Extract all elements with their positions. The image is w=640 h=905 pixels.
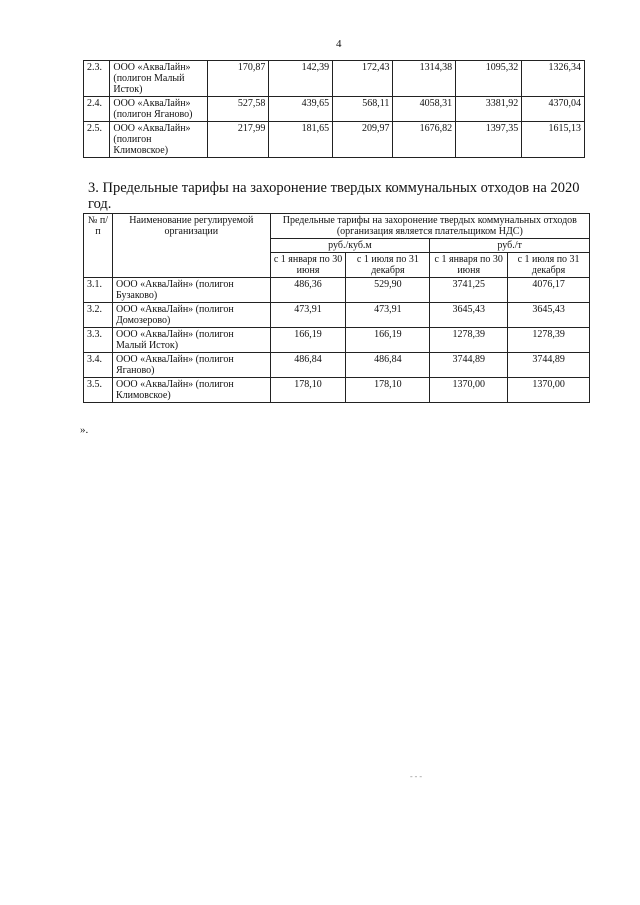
value-cell: 142,39	[269, 61, 333, 97]
closing-quote: ».	[80, 424, 89, 436]
value-cell: 1615,13	[522, 122, 585, 158]
organization-name: ООО «АкваЛайн» (полигон Бузаково)	[112, 278, 270, 303]
value-cell: 172,43	[333, 61, 393, 97]
value-cell: 473,91	[270, 303, 346, 328]
value-cell: 527,58	[208, 97, 269, 122]
value-cell: 166,19	[270, 328, 346, 353]
row-number: 2.4.	[84, 97, 110, 122]
header-period: с 1 января по 30 июня	[430, 253, 508, 278]
value-cell: 1370,00	[430, 378, 508, 403]
row-number: 2.3.	[84, 61, 110, 97]
organization-name: ООО «АкваЛайн» (полигон Климовское)	[112, 378, 270, 403]
value-cell: 209,97	[333, 122, 393, 158]
value-cell: 3744,89	[508, 353, 590, 378]
table-row	[84, 278, 590, 303]
value-cell: 166,19	[346, 328, 430, 353]
header-period: с 1 января по 30 июня	[270, 253, 346, 278]
table-row	[84, 378, 590, 403]
value-cell: 4076,17	[508, 278, 590, 303]
row-number: 3.5.	[84, 378, 113, 403]
value-cell: 181,65	[269, 122, 333, 158]
row-number: 3.2.	[84, 303, 113, 328]
value-cell: 178,10	[270, 378, 346, 403]
value-cell: 1326,34	[522, 61, 585, 97]
scan-speck: - - -	[410, 772, 422, 781]
header-number: № п/п	[84, 214, 113, 278]
tariff-table-continued	[83, 60, 585, 158]
header-unit-m3: руб./куб.м	[270, 239, 430, 253]
value-cell: 568,11	[333, 97, 393, 122]
row-number: 2.5.	[84, 122, 110, 158]
value-cell: 486,84	[270, 353, 346, 378]
page-number: 4	[336, 38, 342, 50]
section-heading: 3. Предельные тарифы на захоронение твердых коммунальных отходов на 2020 год.	[88, 180, 580, 212]
value-cell: 486,84	[346, 353, 430, 378]
value-cell: 4058,31	[393, 97, 456, 122]
value-cell: 1397,35	[456, 122, 522, 158]
organization-name: ООО «АкваЛайн» (полигон Малый Исток)	[110, 61, 208, 97]
table-header-row	[84, 214, 590, 239]
value-cell: 3381,92	[456, 97, 522, 122]
organization-name: ООО «АкваЛайн» (полигон Климовское)	[110, 122, 208, 158]
value-cell: 217,99	[208, 122, 269, 158]
organization-name: ООО «АкваЛайн» (полигон Яганово)	[112, 353, 270, 378]
value-cell: 486,36	[270, 278, 346, 303]
organization-name: ООО «АкваЛайн» (полигон Малый Исток)	[112, 328, 270, 353]
value-cell: 439,65	[269, 97, 333, 122]
table-row	[84, 353, 590, 378]
header-tariffs: Предельные тарифы на захоронение твердых коммунальных отходов (организация является плательщиком НДС)	[270, 214, 589, 239]
organization-name: ООО «АкваЛайн» (полигон Домозерово)	[112, 303, 270, 328]
header-organization: Наименование регулируемой организации	[112, 214, 270, 278]
value-cell: 1095,32	[456, 61, 522, 97]
organization-name: ООО «АкваЛайн» (полигон Яганово)	[110, 97, 208, 122]
row-number: 3.3.	[84, 328, 113, 353]
table-row	[84, 61, 585, 97]
table-row	[84, 303, 590, 328]
value-cell: 529,90	[346, 278, 430, 303]
value-cell: 3645,43	[508, 303, 590, 328]
tariff-table-section-3	[83, 213, 590, 403]
table-row	[84, 122, 585, 158]
value-cell: 170,87	[208, 61, 269, 97]
value-cell: 178,10	[346, 378, 430, 403]
value-cell: 3645,43	[430, 303, 508, 328]
row-number: 3.1.	[84, 278, 113, 303]
value-cell: 3744,89	[430, 353, 508, 378]
table-row	[84, 97, 585, 122]
value-cell: 1314,38	[393, 61, 456, 97]
table-row	[84, 328, 590, 353]
value-cell: 1278,39	[508, 328, 590, 353]
header-period: с 1 июля по 31 декабря	[508, 253, 590, 278]
header-period: с 1 июля по 31 декабря	[346, 253, 430, 278]
value-cell: 1278,39	[430, 328, 508, 353]
value-cell: 4370,04	[522, 97, 585, 122]
row-number: 3.4.	[84, 353, 113, 378]
value-cell: 473,91	[346, 303, 430, 328]
value-cell: 1676,82	[393, 122, 456, 158]
value-cell: 1370,00	[508, 378, 590, 403]
header-unit-t: руб./т	[430, 239, 590, 253]
value-cell: 3741,25	[430, 278, 508, 303]
